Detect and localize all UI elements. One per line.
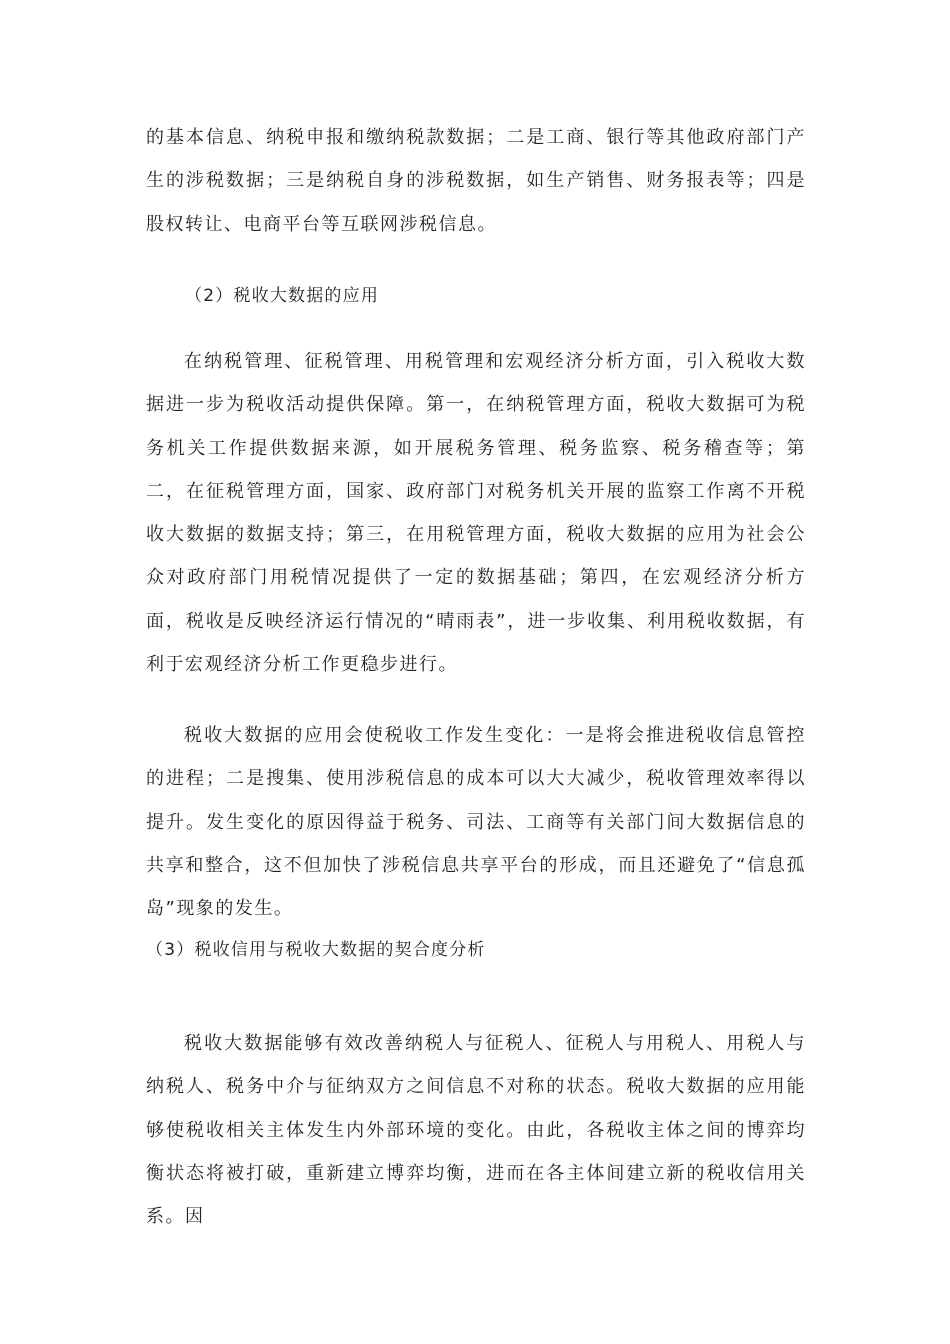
- paragraph-tax-work-changes: 税收大数据的应用会使税收工作发生变化：一是将会推进税收信息管控的进程；二是搜集、使用涉税信息的成本可以大大减少，税收管理效率得以提升。发生变化的原因得益于税务、司法、工商等有关部门间大数据信息的共享和整合，这不但加快了涉税信息共享平台的形成，而且还避免了“信息孤岛”现象的发生。: [146, 725, 806, 920]
- paragraph-tax-credit-fit-analysis: 税收大数据能够有效改善纳税人与征税人、征税人与用税人、用税人与纳税人、税务中介与征纳双方之间信息不对称的状态。税收大数据的应用能够使税收相关主体发生内外部环境的变化。由此，各税收主体之间的博弈均衡状态将被打破，重新建立博弈均衡，进而在各主体间建立新的税收信用关系。因: [146, 1033, 806, 1228]
- section-heading-3: （3）税收信用与税收大数据的契合度分析: [146, 940, 486, 960]
- section-heading-2: （2）税收大数据的应用: [185, 286, 380, 306]
- paragraph-tax-big-data-application: 在纳税管理、征税管理、用税管理和宏观经济分析方面，引入税收大数据进一步为税收活动提供保障。第一，在纳税管理方面，税收大数据可为税务机关工作提供数据来源，如开展税务管理、税务监察、税务稽查等；第二，在征税管理方面，国家、政府部门对税务机关开展的监察工作离不开税收大数据的数据支持；第三，在用税管理方面，税收大数据的应用为社会公众对政府部门用税情况提供了一定的数据基础；第四，在宏观经济分析方面，税收是反映经济运行情况的“晴雨表”，进一步收集、利用税收数据，有利于宏观经济分析工作更稳步进行。: [146, 351, 806, 676]
- paragraph-continuation: 的基本信息、纳税申报和缴纳税款数据；二是工商、银行等其他政府部门产生的涉税数据；三是纳税自身的涉税数据，如生产销售、财务报表等；四是股权转让、电商平台等互联网涉税信息。: [146, 127, 806, 235]
